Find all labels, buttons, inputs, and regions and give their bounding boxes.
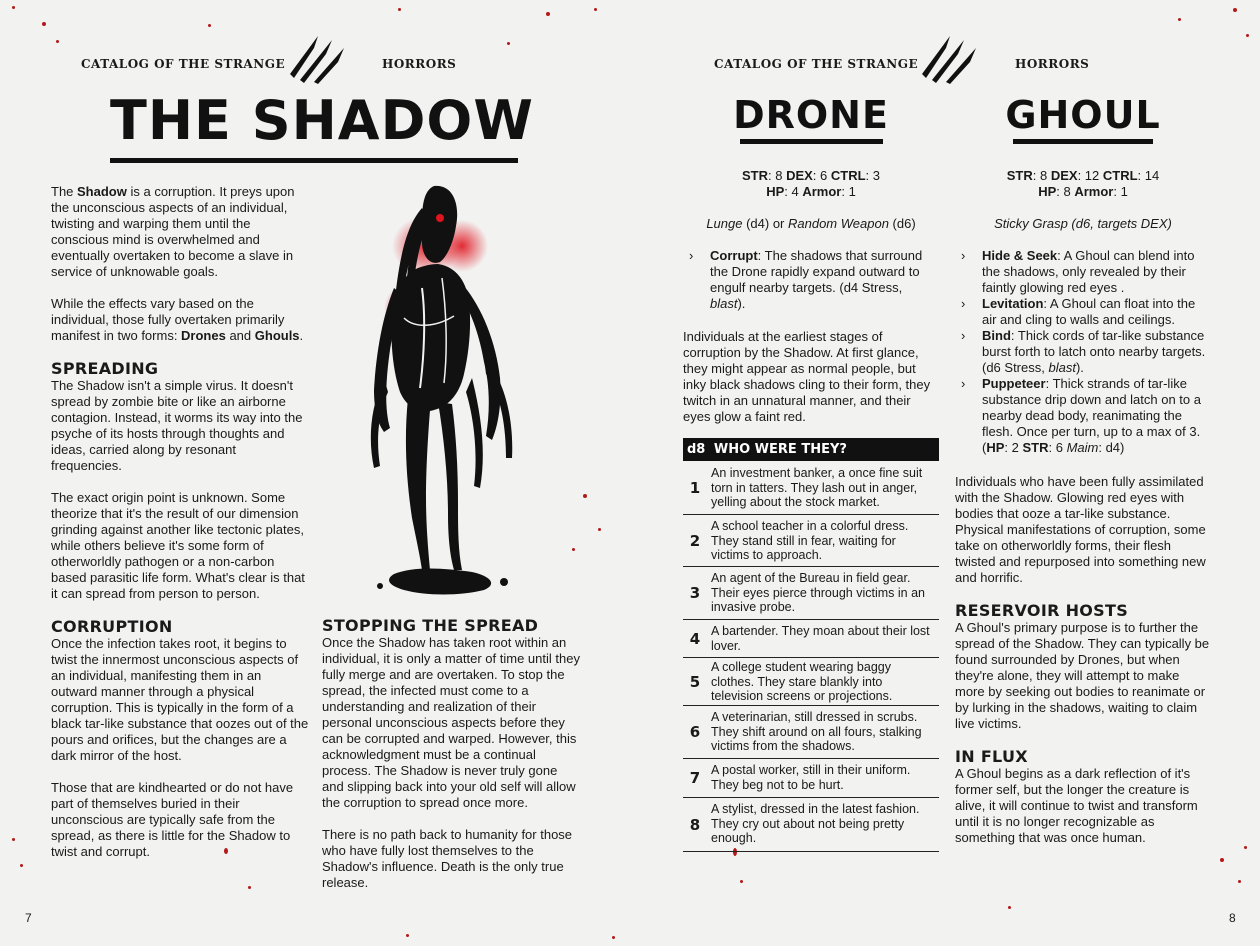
drone-title: DRONE bbox=[733, 93, 889, 137]
table-row bbox=[683, 620, 939, 658]
table-row bbox=[683, 798, 939, 852]
section-heading-stopping: STOPPING THE SPREAD bbox=[322, 616, 539, 635]
row-number: 5 bbox=[689, 673, 701, 691]
section-heading-influx: IN FLUX bbox=[955, 747, 1028, 766]
row-number: 2 bbox=[689, 532, 701, 550]
page-number-left: 7 bbox=[25, 911, 32, 925]
row-text: A bartender. They moan about their lost lover. bbox=[711, 624, 930, 653]
row-text: An investment banker, a once fine suit torn in tatters. They lash out in anger, yelling about the stock market. bbox=[711, 466, 923, 509]
claw-mark-icon bbox=[920, 34, 980, 84]
ghoul-stat-block bbox=[955, 168, 1211, 200]
page-number-right: 8 bbox=[1229, 911, 1236, 925]
page-title: THE SHADOW bbox=[110, 89, 534, 152]
d8-table-header bbox=[683, 438, 939, 461]
drone-features bbox=[683, 248, 939, 312]
corruption-paragraph-1: Once the infection takes root, it begins to twist the innermost unconscious aspects of an individual, manifesting them in an outward manner through a physical corruption. This is typically in the form of a black tar-like substance that oozes out of the pours and orifices, but the changes are a dark mirror of the host. bbox=[51, 636, 309, 763]
table-row bbox=[683, 515, 939, 567]
shadow-figure-illustration bbox=[364, 178, 542, 598]
row-number: 6 bbox=[689, 723, 701, 741]
row-text: A veterinarian, still dressed in scrubs. They shift around on all fours, stalking victims from the shadows. bbox=[711, 710, 922, 753]
drone-attack: Lunge (d4) or Random Weapon (d6) bbox=[706, 216, 916, 231]
drone-stats-line-2: HP: 4 Armor: 1 bbox=[766, 184, 856, 199]
running-header-section: HORRORS bbox=[382, 57, 457, 71]
table-row bbox=[683, 462, 939, 515]
row-number: 4 bbox=[689, 630, 701, 648]
spreading-paragraph-2: The exact origin point is unknown. Some theorize that it's the result of our dimension grinding against another like tectonic plates, while others believe it's some form of otherworldly pathogen or a non-carbon based parasitic life form. What's clear is that it can spread from person to person. bbox=[51, 490, 305, 601]
ghoul-right-column bbox=[955, 474, 1211, 862]
ghoul-title-underline bbox=[1013, 139, 1153, 144]
d8-label: d8 bbox=[687, 442, 706, 457]
table-row bbox=[683, 658, 939, 706]
table-row bbox=[683, 567, 939, 620]
reservoir-paragraph: A Ghoul's primary purpose is to further the spread of the Shadow. They can typically be found surrounded by Drones, but when they're alone, they will attempt to make more by seeking out bodies to reanimate or by lurking in the shadows, waiting to claim live victims. bbox=[955, 620, 1210, 731]
drone-stat-block bbox=[683, 168, 939, 200]
spreading-paragraph-1: The Shadow isn't a simple virus. It doesn't spread by zombie bite or like an airborne contagion. Instead, it worms its way into the psyche of its hosts through thoughts and ideas, carried along by resonant frequencies. bbox=[51, 378, 303, 473]
feature-levitation: › Levitation: A Ghoul can float into the air and cling to walls and ceilings. bbox=[961, 296, 1196, 327]
d8-table-title: WHO WERE THEY? bbox=[713, 442, 847, 457]
running-header-catalog-right: CATALOG OF THE STRANGE bbox=[714, 57, 919, 71]
ghoul-description: Individuals who have been fully assimilated with the Shadow. Glowing red eyes with bodies that ooze a tar-like substance. Physical manifestations of corruption, some take on otherworldly forms, their flesh twisted and repurposed into something new and horrific. bbox=[955, 474, 1206, 585]
row-text: A college student wearing baggy clothes. They stare blankly into television screens or projections. bbox=[711, 660, 893, 703]
row-text: A stylist, dressed in the latest fashion. They cry out about not being pretty enough. bbox=[711, 802, 920, 845]
intro-paragraph-2: While the effects vary based on the individual, those fully overtaken primarily manifest in two forms: Drones and Ghouls. bbox=[51, 296, 304, 343]
row-text: An agent of the Bureau in field gear. Their eyes pierce through victims in an invasive probe. bbox=[711, 571, 925, 614]
ghoul-stats-line-2: HP: 8 Armor: 1 bbox=[1038, 184, 1128, 199]
section-heading-spreading: SPREADING bbox=[51, 359, 159, 378]
drone-stats-line-1: STR: 8 DEX: 6 CTRL: 3 bbox=[741, 168, 881, 183]
corruption-paragraph-2: Those that are kindhearted or do not have part of themselves buried in their unconscious are typically safe from the spread, as there is little for the Shadow to twist and corrupt. bbox=[51, 780, 294, 859]
section-heading-reservoir: RESERVOIR HOSTS bbox=[955, 601, 1129, 620]
intro-paragraph: The Shadow is a corruption. It preys upon the unconscious aspects of an individual, twisting and warping them until the conscious mind is overwhelmed and eventually overtaken to become a slave in service of unknowable goals. bbox=[51, 184, 295, 279]
feature-hide-and-seek: › Hide & Seek: A Ghoul can blend into the shadows, only revealed by their faintly glowing red eyes . bbox=[961, 248, 1195, 295]
left-column-2 bbox=[322, 617, 580, 907]
row-text: A postal worker, still in their uniform. They beg not to be hurt. bbox=[711, 763, 911, 792]
table-row bbox=[683, 759, 939, 798]
row-text: A school teacher in a colorful dress. They stand still in fear, waiting for victims to approach. bbox=[711, 519, 909, 562]
section-heading-corruption: CORRUPTION bbox=[51, 617, 173, 636]
stopping-paragraph-1: Once the Shadow has taken root within an individual, it is only a matter of time until they fully merge and are overtaken. To stop the spread, the infected must come to a understanding and realization of their personal unconscious aspects before they can be corrupted and warped. However, this acknowledgment must be a continual process. The Shadow is never truly gone and slipping back into your old self will allow the corruption to spread once more. bbox=[322, 635, 580, 810]
running-header-section-right: HORRORS bbox=[1015, 57, 1090, 71]
feature-corrupt: › Corrupt: The shadows that surround the Drone rapidly expand outward to engulf nearby targets. (d4 Stress, blast). bbox=[689, 248, 923, 311]
left-column-1 bbox=[51, 184, 309, 876]
ghoul-features bbox=[955, 248, 1211, 456]
drone-description: Individuals at the earliest stages of corruption by the Shadow. At first glance, they might appear as normal people, but inky black shadows cling to their form, they twitch in an unnatural manner, and their eyes glow a faint red. bbox=[683, 329, 931, 424]
ghoul-attack: Sticky Grasp (d6, targets DEX) bbox=[994, 216, 1172, 231]
row-number: 3 bbox=[689, 584, 701, 602]
running-header-catalog: CATALOG OF THE STRANGE bbox=[81, 57, 286, 71]
stopping-paragraph-2: There is no path back to humanity for those who have fully lost themselves to the Shadow's influence. Death is the only true release. bbox=[322, 827, 573, 890]
drone-title-underline bbox=[740, 139, 883, 144]
feature-puppeteer: › Puppeteer: Thick strands of tar-like substance drip down and latch on to a nearby dead body, reanimating the flesh. Once per turn, up to a max of 3. (HP: 2 STR: 6 Maim: d4) bbox=[961, 376, 1201, 455]
row-number: 1 bbox=[689, 479, 701, 497]
feature-bind: › Bind: Thick cords of tar-like substance burst forth to latch onto nearby targets. (d6 Stress, blast). bbox=[961, 328, 1206, 375]
influx-paragraph: A Ghoul begins as a dark reflection of it's former self, but the longer the creature is alive, it will continue to twist and transform until it is no longer recognizable as something that was once human. bbox=[955, 766, 1198, 845]
row-number: 7 bbox=[689, 769, 701, 787]
table-row bbox=[683, 706, 939, 759]
row-number: 8 bbox=[689, 816, 701, 834]
title-underline bbox=[110, 158, 518, 163]
ghoul-stats-line-1: STR: 8 DEX: 12 CTRL: 14 bbox=[1006, 168, 1160, 183]
claw-mark-icon bbox=[288, 34, 348, 84]
ghoul-title: GHOUL bbox=[1005, 93, 1161, 137]
